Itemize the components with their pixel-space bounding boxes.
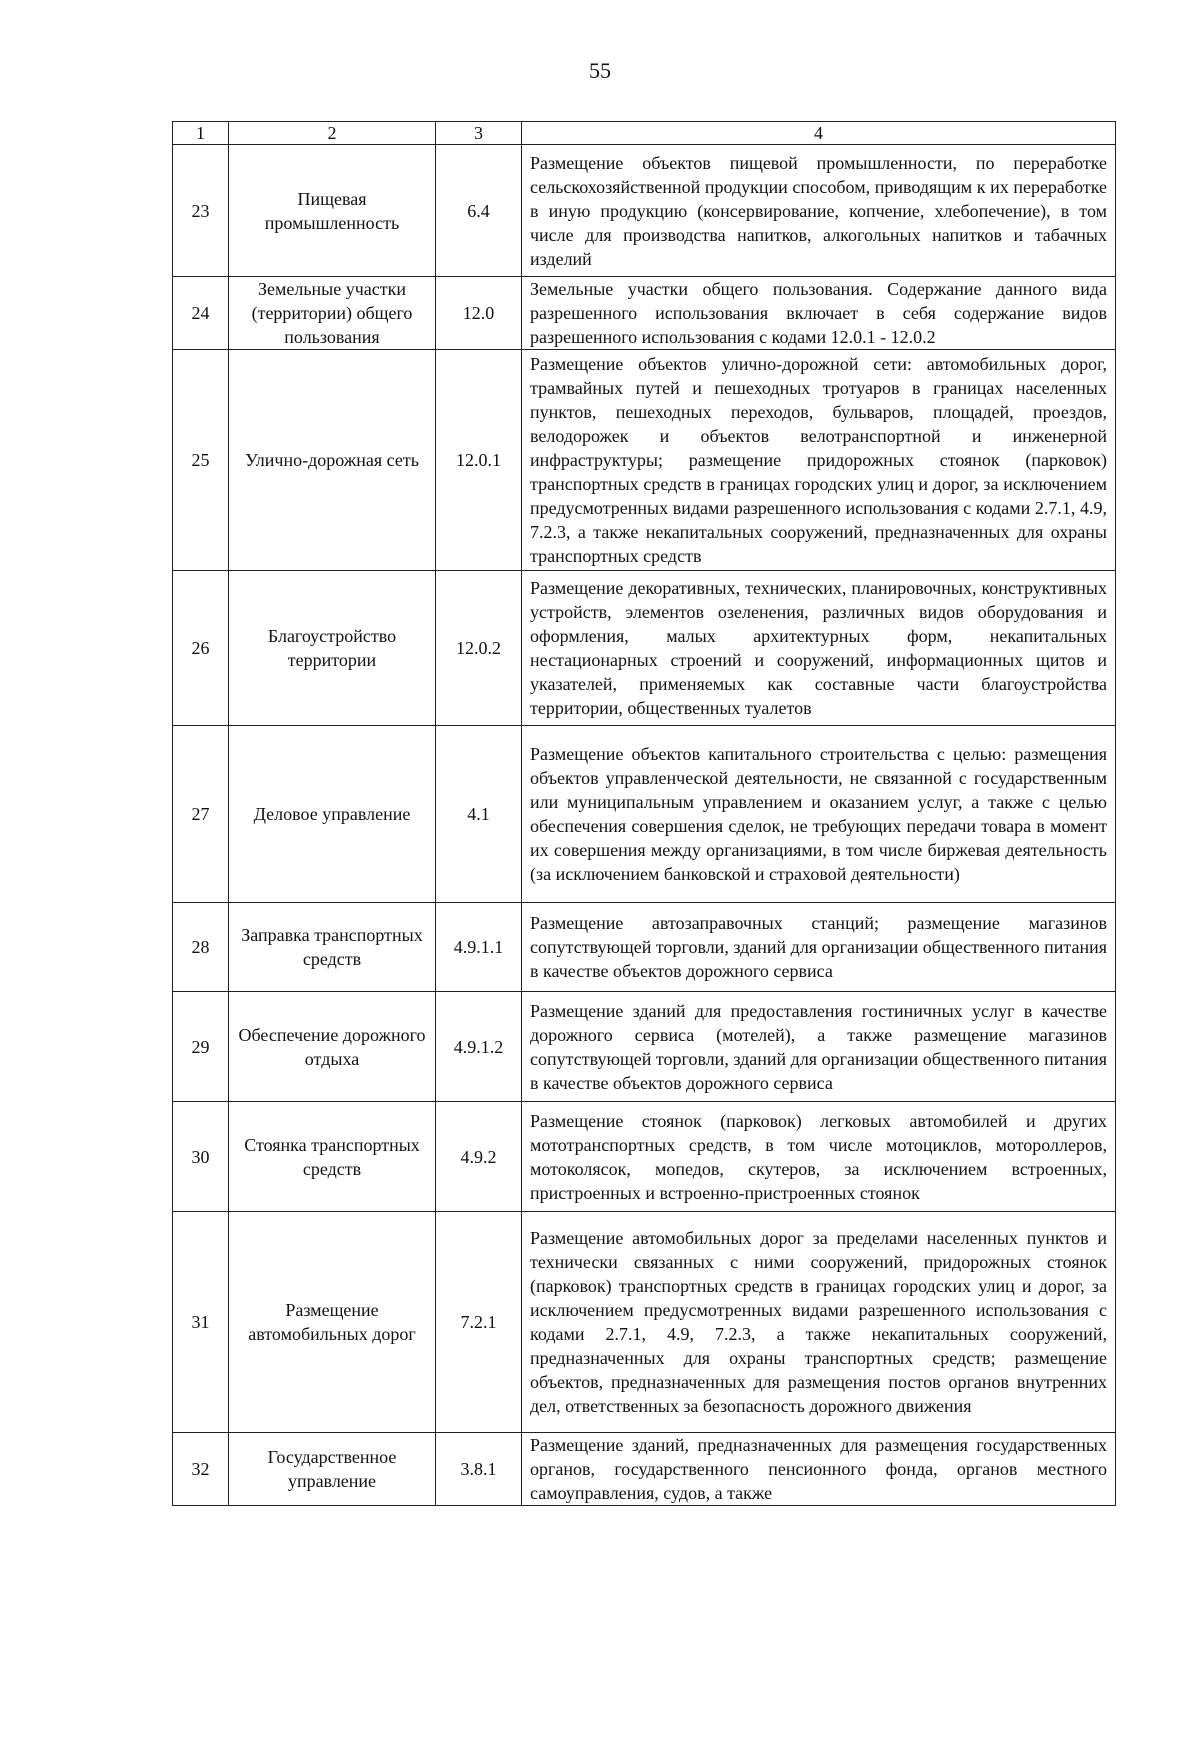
column-header: 4 — [522, 122, 1116, 145]
row-number: 32 — [173, 1433, 229, 1506]
land-use-code: 6.4 — [436, 145, 522, 277]
table-row — [173, 145, 1116, 277]
land-use-description: Размещение автозаправочных станций; размещение магазинов сопутствующей торговли, зданий для организации общественного питания в качестве объектов дорожного сервиса — [522, 903, 1116, 992]
row-number: 27 — [173, 726, 229, 903]
row-number: 26 — [173, 571, 229, 726]
land-use-name: Заправка транспортных средств — [229, 903, 436, 992]
land-use-code: 4.9.2 — [436, 1102, 522, 1212]
table-row — [173, 1102, 1116, 1212]
table-row — [173, 277, 1116, 350]
table-row — [173, 903, 1116, 992]
row-number: 29 — [173, 992, 229, 1102]
land-use-description: Размещение объектов капитального строительства с целью: размещения объектов управленческой деятельности, не связанной с государственным или муниципальным управлением и оказанием услуг, а также с целью обеспечения совершения сделок, не требующих передачи товара в момент их совершения между организациями, в том числе биржевая деятельность (за исключением банковской и страховой деятельности) — [522, 726, 1116, 903]
land-use-code: 12.0.1 — [436, 350, 522, 571]
land-use-code: 7.2.1 — [436, 1212, 522, 1433]
land-use-description: Размещение зданий для предоставления гостиничных услуг в качестве дорожного сервиса (мотелей), а также размещение магазинов сопутствующей торговли, зданий для организации общественного питания в качестве объектов дорожного сервиса — [522, 992, 1116, 1102]
land-use-code: 4.9.1.1 — [436, 903, 522, 992]
row-number: 31 — [173, 1212, 229, 1433]
land-use-name: Улично-дорожная сеть — [229, 350, 436, 571]
land-use-code: 3.8.1 — [436, 1433, 522, 1506]
table-row — [173, 726, 1116, 903]
land-use-table — [172, 121, 1116, 1506]
land-use-name: Благоустройство территории — [229, 571, 436, 726]
column-header: 2 — [229, 122, 436, 145]
land-use-code: 4.1 — [436, 726, 522, 903]
table-row — [173, 350, 1116, 571]
table-row — [173, 571, 1116, 726]
table-row — [173, 1433, 1116, 1506]
land-use-description: Размещение стоянок (парковок) легковых автомобилей и других мототранспортных средств, в том числе мотоциклов, мотороллеров, мотоколясок, мопедов, скутеров, за исключением встроенных, пристроенных и встроенно-пристроенных стоянок — [522, 1102, 1116, 1212]
land-use-description: Размещение автомобильных дорог за пределами населенных пунктов и технически связанных с ними сооружений, придорожных стоянок (парковок) транспортных средств в границах городских улиц и дорог, за исключением предусмотренных видами разрешенного использования с кодами 2.7.1, 4.9, 7.2.3, а также некапитальных сооружений, предназначенных для охраны транспортных средств; размещение объектов, предназначенных для размещения постов органов внутренних дел, ответственных за безопасность дорожного движения — [522, 1212, 1116, 1433]
table-header-row — [173, 122, 1116, 145]
table-row — [173, 992, 1116, 1102]
land-use-description: Размещение объектов пищевой промышленности, по переработке сельскохозяйственной продукции способом, приводящим к их переработке в иную продукцию (консервирование, копчение, хлебопечение), в том числе для производства напитков, алкогольных напитков и табачных изделий — [522, 145, 1116, 277]
land-use-name: Размещение автомобильных дорог — [229, 1212, 436, 1433]
land-use-description: Размещение объектов улично-дорожной сети: автомобильных дорог, трамвайных путей и пешеходных тротуаров в границах населенных пунктов, пешеходных переходов, бульваров, площадей, проездов, велодорожек и объектов велотранспортной и инженерной инфраструктуры; размещение придорожных стоянок (парковок) транспортных средств в границах городских улиц и дорог, за исключением предусмотренных видами разрешенного использования с кодами 2.7.1, 4.9, 7.2.3, а также некапитальных сооружений, предназначенных для охраны транспортных средств — [522, 350, 1116, 571]
land-use-code: 12.0 — [436, 277, 522, 350]
land-use-name: Обеспечение дорожного отдыха — [229, 992, 436, 1102]
row-number: 24 — [173, 277, 229, 350]
land-use-description: Земельные участки общего пользования. Содержание данного вида разрешенного использования включает в себя содержание видов разрешенного использования с кодами 12.0.1 - 12.0.2 — [522, 277, 1116, 350]
page-number: 55 — [589, 58, 611, 83]
row-number: 30 — [173, 1102, 229, 1212]
land-use-description: Размещение зданий, предназначенных для размещения государственных органов, государственного пенсионного фонда, органов местного самоуправления, судов, а также — [522, 1433, 1116, 1506]
land-use-description: Размещение декоративных, технических, планировочных, конструктивных устройств, элементов озеленения, различных видов оборудования и оформления, малых архитектурных форм, некапитальных нестационарных строений и сооружений, информационных щитов и указателей, применяемых как составные части благоустройства территории, общественных туалетов — [522, 571, 1116, 726]
table-row — [173, 1212, 1116, 1433]
column-header: 1 — [173, 122, 229, 145]
row-number: 23 — [173, 145, 229, 277]
row-number: 28 — [173, 903, 229, 992]
land-use-name: Стоянка транспортных средств — [229, 1102, 436, 1212]
land-use-name: Деловое управление — [229, 726, 436, 903]
land-use-code: 12.0.2 — [436, 571, 522, 726]
row-number: 25 — [173, 350, 229, 571]
land-use-name: Земельные участки (территории) общего пользования — [229, 277, 436, 350]
land-use-name: Государственное управление — [229, 1433, 436, 1506]
land-use-name: Пищевая промышленность — [229, 145, 436, 277]
column-header: 3 — [436, 122, 522, 145]
land-use-code: 4.9.1.2 — [436, 992, 522, 1102]
